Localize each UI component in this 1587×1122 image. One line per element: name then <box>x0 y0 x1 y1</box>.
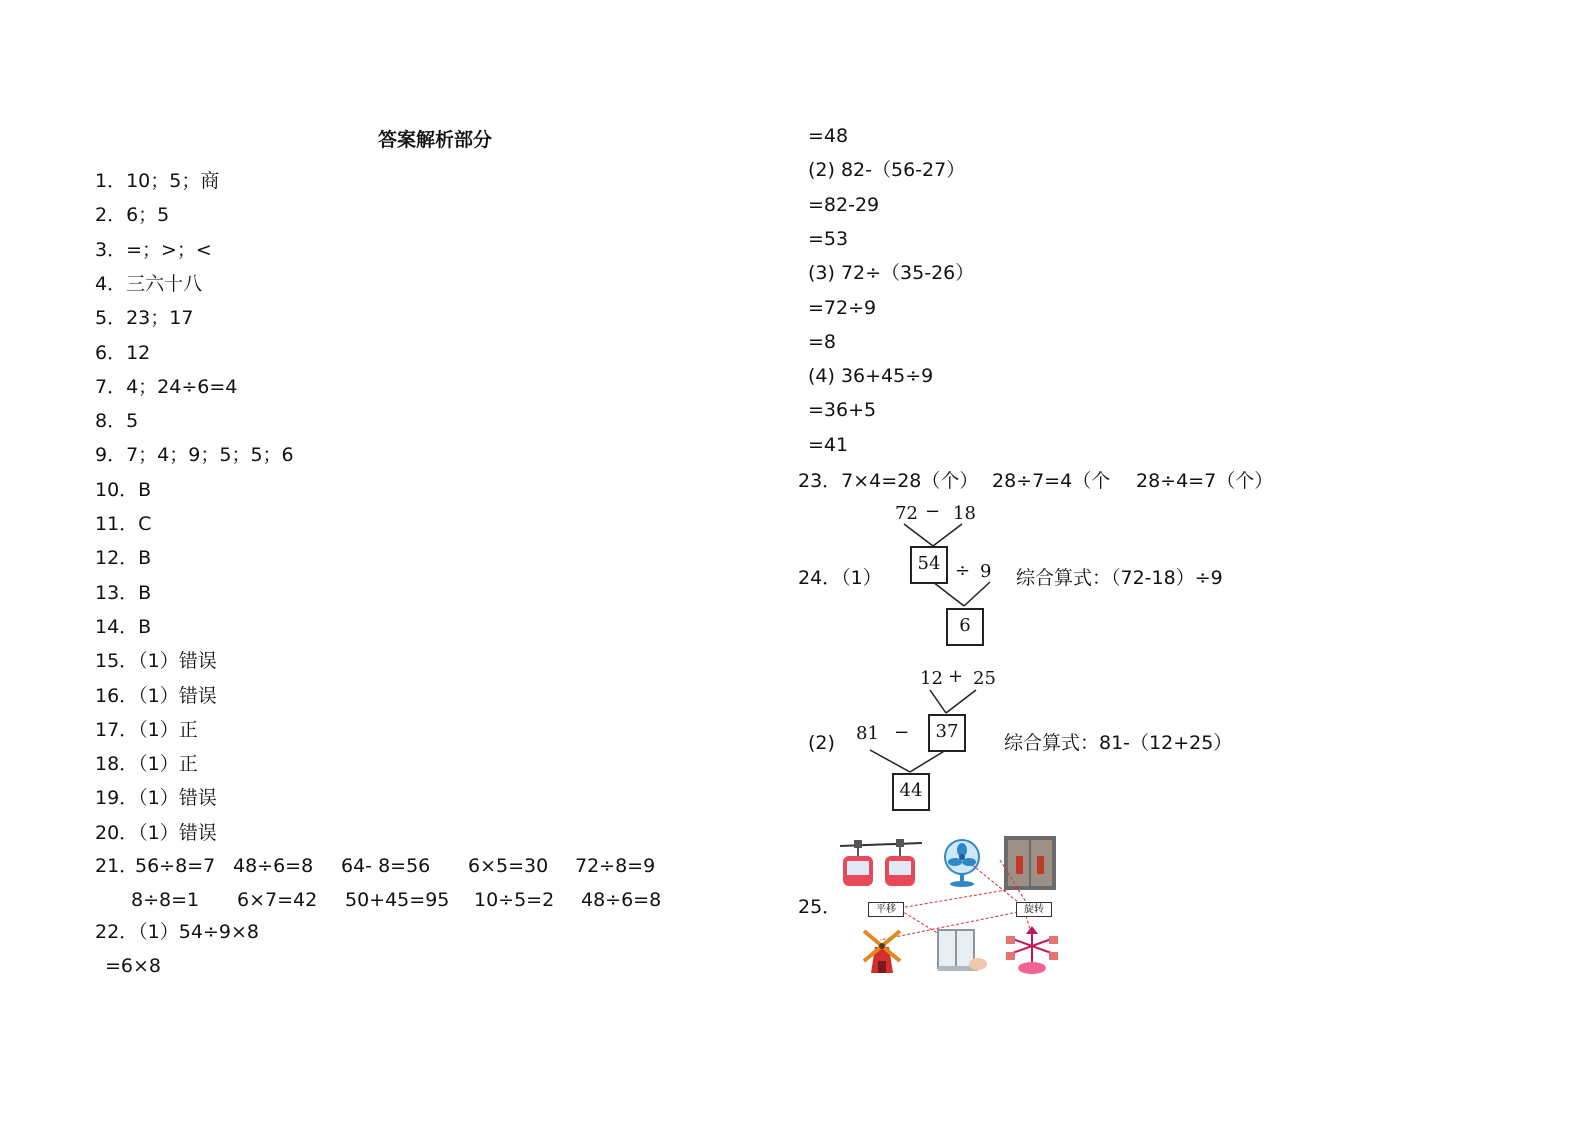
answer-line-20: 20．（1）错误 <box>95 821 217 844</box>
answer-line-5: 5．23；17 <box>95 307 194 330</box>
q22-right-line-1: =48 <box>808 125 849 147</box>
q22-right-line-6: =72÷9 <box>808 296 877 319</box>
sliding-window-icon <box>936 928 988 974</box>
q21-r2-c4: 10÷5=2 <box>474 889 555 911</box>
q25-label: 25． <box>798 896 842 918</box>
answer-line-3: 3．=；>；< <box>95 238 212 261</box>
q24-d1-op2: ÷ <box>955 560 971 581</box>
carousel-icon <box>1004 924 1060 976</box>
answer-line-17: 17．（1）正 <box>95 718 198 741</box>
q21-r1-c4: 6×5=30 <box>468 855 549 877</box>
windmill-icon <box>858 925 906 975</box>
q24-d2-top-op: + <box>948 666 964 687</box>
q21-r2-c1: 8÷8=1 <box>131 889 200 911</box>
q24-formula-2: 综合算式：81-（12+25） <box>1004 732 1233 754</box>
answer-line-6: 6．12 <box>95 341 151 364</box>
q22-right-line-4: =53 <box>808 227 849 250</box>
q22-right-line-5: (3) 72÷（35-26） <box>808 262 975 285</box>
answer-line-1: 1．10；5；商 <box>95 170 220 192</box>
q23-part-3: 28÷4=7（个） <box>1136 470 1274 492</box>
q24-formula-1: 综合算式：（72-18）÷9 <box>1016 567 1223 589</box>
q24-label: 24．（1） <box>798 567 882 589</box>
q22-right-line-3: =82-29 <box>808 193 880 216</box>
q24-d1-top-left: 72 <box>895 503 918 524</box>
q22-right-line-7: =8 <box>808 330 837 353</box>
q24-d1-top-op: − <box>925 501 941 522</box>
q22-line-2: =6×8 <box>105 955 162 977</box>
q24-d2-top-left: 12 <box>920 668 943 689</box>
q24-label-2: (2) <box>808 732 835 754</box>
answer-line-12: 12．B <box>95 547 152 570</box>
answer-line-8: 8．5 <box>95 410 139 433</box>
q24-d2-mid-box: 37 <box>928 714 966 752</box>
q21-r1-c3: 64- 8=56 <box>341 855 431 877</box>
q22-right-line-9: =36+5 <box>808 399 877 422</box>
q21-r1-c5: 72÷8=9 <box>575 855 656 877</box>
q22-right-line-8: (4) 36+45÷9 <box>808 365 934 388</box>
q24-d1-right: 9 <box>980 561 992 582</box>
answer-line-19: 19．（1）错误 <box>95 787 217 810</box>
q21-r2-c3: 50+45=95 <box>345 889 450 911</box>
q24-d2-result-box: 44 <box>892 773 930 811</box>
answer-line-11: 11．C <box>95 513 152 535</box>
answer-line-4: 4．三六十八 <box>95 272 203 295</box>
q22-right-line-10: =41 <box>808 433 849 456</box>
answer-line-16: 16．（1）错误 <box>95 684 217 707</box>
answer-line-14: 14．B <box>95 615 152 638</box>
q21-r1-c2: 48÷6=8 <box>233 855 314 877</box>
answer-line-9: 9．7；4；9；5；5；6 <box>95 444 294 467</box>
answer-line-13: 13．B <box>95 581 152 604</box>
q24-d1-mid-box: 54 <box>910 546 948 584</box>
answer-line-7: 7．4；24÷6=4 <box>95 375 238 398</box>
answer-line-18: 18．（1）正 <box>95 753 198 776</box>
q24-d2-left: 81 <box>856 723 879 744</box>
q24-d1-result-box: 6 <box>946 608 984 646</box>
page-title: 答案解析部分 <box>378 129 493 151</box>
sign-rotation: 旋转 <box>1016 902 1052 917</box>
q22-line-1: 22．（1）54÷9×8 <box>95 921 259 943</box>
q21-r2-c2: 6×7=42 <box>237 889 318 911</box>
q24-d1-top-right: 18 <box>953 503 976 524</box>
q21-r1-c1: 56÷8=7 <box>135 855 216 877</box>
q21-r2-c5: 48÷6=8 <box>581 889 662 911</box>
q24-d2-top-right: 25 <box>973 668 996 689</box>
sign-translation: 平移 <box>868 902 904 917</box>
answer-line-15: 15．（1）错误 <box>95 650 217 673</box>
q24-d2-op2: − <box>894 722 910 743</box>
q23-part-1: 23．7×4=28（个） <box>798 470 979 492</box>
q21-label: 21． <box>95 855 139 877</box>
answer-line-2: 2．6；5 <box>95 204 170 227</box>
q23-part-2: 28÷7=4（个 <box>992 470 1111 492</box>
q22-right-line-2: (2) 82-（56-27） <box>808 159 966 182</box>
answer-line-10: 10．B <box>95 478 152 501</box>
